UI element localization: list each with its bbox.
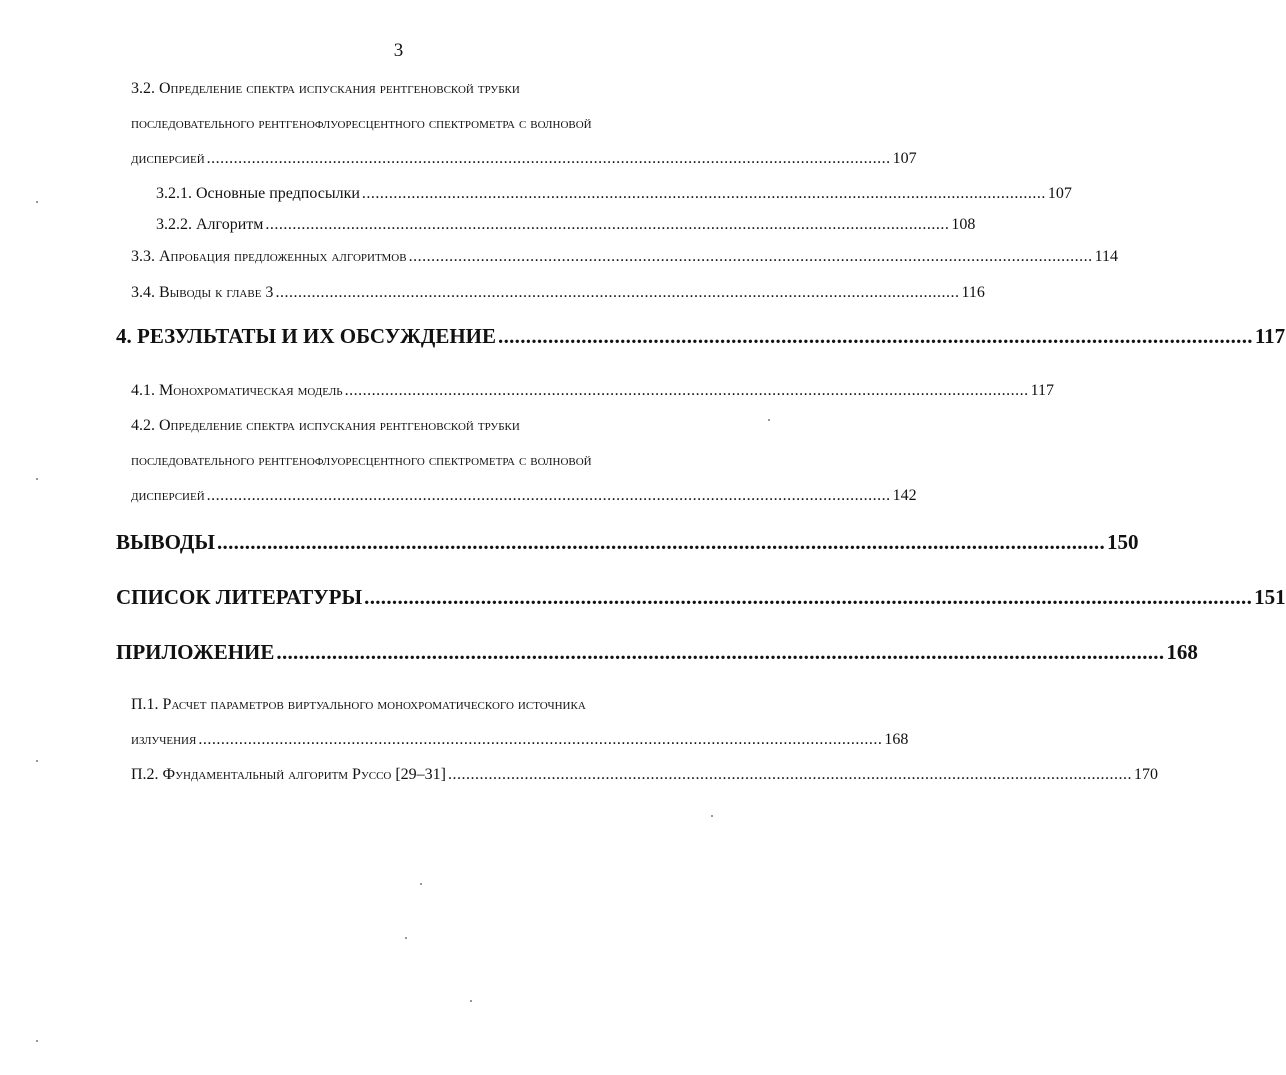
toc-page-number: 114 — [1094, 248, 1118, 265]
leader-dots: ........................................................................................................................................................ — [206, 487, 891, 504]
toc-page-number: 168 — [884, 731, 909, 748]
toc-entry-label: дисперсией — [131, 150, 205, 167]
toc-page-number: 107 — [892, 150, 917, 167]
toc-page-number: 117 — [1030, 382, 1055, 399]
toc-chapter-4[interactable] — [116, 324, 1286, 349]
leader-dots: ........................................................................................................................................................ — [408, 248, 1093, 265]
toc-entry-label: П.2. Фундаментальный алгоритм Руссо [29–31] — [131, 766, 447, 783]
scan-speck — [405, 937, 407, 939]
toc-entry-4-2[interactable] — [131, 487, 917, 505]
toc-page-number: 168 — [1166, 640, 1198, 664]
toc-entry-label: СПИСОК ЛИТЕРАТУРЫ — [116, 585, 363, 609]
toc-entry-label: 4.1. Монохроматическая модель — [131, 382, 343, 399]
toc-references[interactable] — [116, 585, 1286, 610]
leader-dots: ........................................................................................................................................................ — [206, 150, 891, 167]
toc-entry-label: ВЫВОДЫ — [116, 530, 215, 554]
toc-page-number: 170 — [1134, 766, 1159, 783]
toc-entry-label: излучения — [131, 731, 197, 748]
toc-page-number: 116 — [961, 284, 985, 301]
toc-page-number: 107 — [1047, 185, 1072, 202]
toc-entry-4-2-line2: последовательного рентгенофлуоресцентного спектрометра с волновой — [131, 452, 592, 469]
leader-dots: ................................................................................................................................................................ — [276, 640, 1165, 664]
leader-dots: ................................................................................................................................................................ — [364, 585, 1253, 609]
scan-speck — [470, 1000, 472, 1002]
scan-speck — [711, 815, 713, 817]
leader-dots: ........................................................................................................................................................ — [361, 185, 1046, 202]
toc-entry-p1[interactable] — [131, 731, 909, 749]
toc-entry-label: 4. РЕЗУЛЬТАТЫ И ИХ ОБСУЖДЕНИЕ — [116, 324, 497, 348]
toc-entry-3-3[interactable] — [131, 248, 1118, 266]
toc-entry-label: дисперсией — [131, 487, 205, 504]
scan-speck — [36, 201, 38, 203]
toc-entry-4-2-line1: 4.2. Определение спектра испускания рентгеновской трубки — [131, 417, 520, 434]
toc-page-number: 150 — [1107, 530, 1139, 554]
toc-entry-3-2-line1: 3.2. Определение спектра испускания рентгеновской трубки — [131, 80, 520, 97]
toc-page-number: 108 — [951, 216, 976, 233]
toc-entry-label: 3.2.2. Алгоритм — [156, 216, 264, 233]
toc-entry-3-2-2[interactable] — [156, 216, 976, 234]
toc-entry-3-2-1[interactable] — [156, 185, 1072, 203]
scan-speck — [36, 478, 38, 480]
toc-page-number: 151 — [1254, 585, 1286, 609]
leader-dots: ................................................................................................................................................................ — [217, 530, 1105, 554]
toc-appendix[interactable] — [116, 640, 1198, 665]
leader-dots: ........................................................................................................................................................ — [448, 766, 1133, 783]
leader-dots: ........................................................................................................................................................ — [198, 731, 883, 748]
page-number: 3 — [393, 40, 404, 61]
toc-entry-4-1[interactable] — [131, 382, 1055, 400]
toc-entry-label: 3.2.1. Основные предпосылки — [156, 185, 360, 202]
scan-speck — [768, 419, 770, 421]
toc-entry-3-4[interactable] — [131, 284, 985, 302]
toc-entry-label: ПРИЛОЖЕНИЕ — [116, 640, 275, 664]
toc-conclusions[interactable] — [116, 530, 1139, 555]
scan-speck — [420, 883, 422, 885]
leader-dots: ........................................................................................................................................................ — [344, 382, 1029, 399]
toc-entry-3-2-line2: последовательного рентгенофлуоресцентного спектрометра с волновой — [131, 115, 592, 132]
toc-entry-label: 3.3. Апробация предложенных алгоритмов — [131, 248, 407, 265]
toc-entry-label: 3.4. Выводы к главе 3 — [131, 284, 274, 301]
toc-page-number: 117 — [1254, 324, 1286, 348]
scan-speck — [36, 1040, 38, 1042]
toc-entry-p1-line1: П.1. Расчет параметров виртуального монохроматического источника — [131, 696, 586, 713]
scan-speck — [36, 760, 38, 762]
toc-page-number: 142 — [892, 487, 917, 504]
leader-dots: ........................................................................................................................................................ — [275, 284, 960, 301]
leader-dots: ........................................................................................................................................ — [498, 324, 1253, 348]
leader-dots: ........................................................................................................................................................ — [265, 216, 950, 233]
toc-entry-p2[interactable] — [131, 766, 1159, 784]
toc-entry-3-2[interactable] — [131, 150, 917, 168]
